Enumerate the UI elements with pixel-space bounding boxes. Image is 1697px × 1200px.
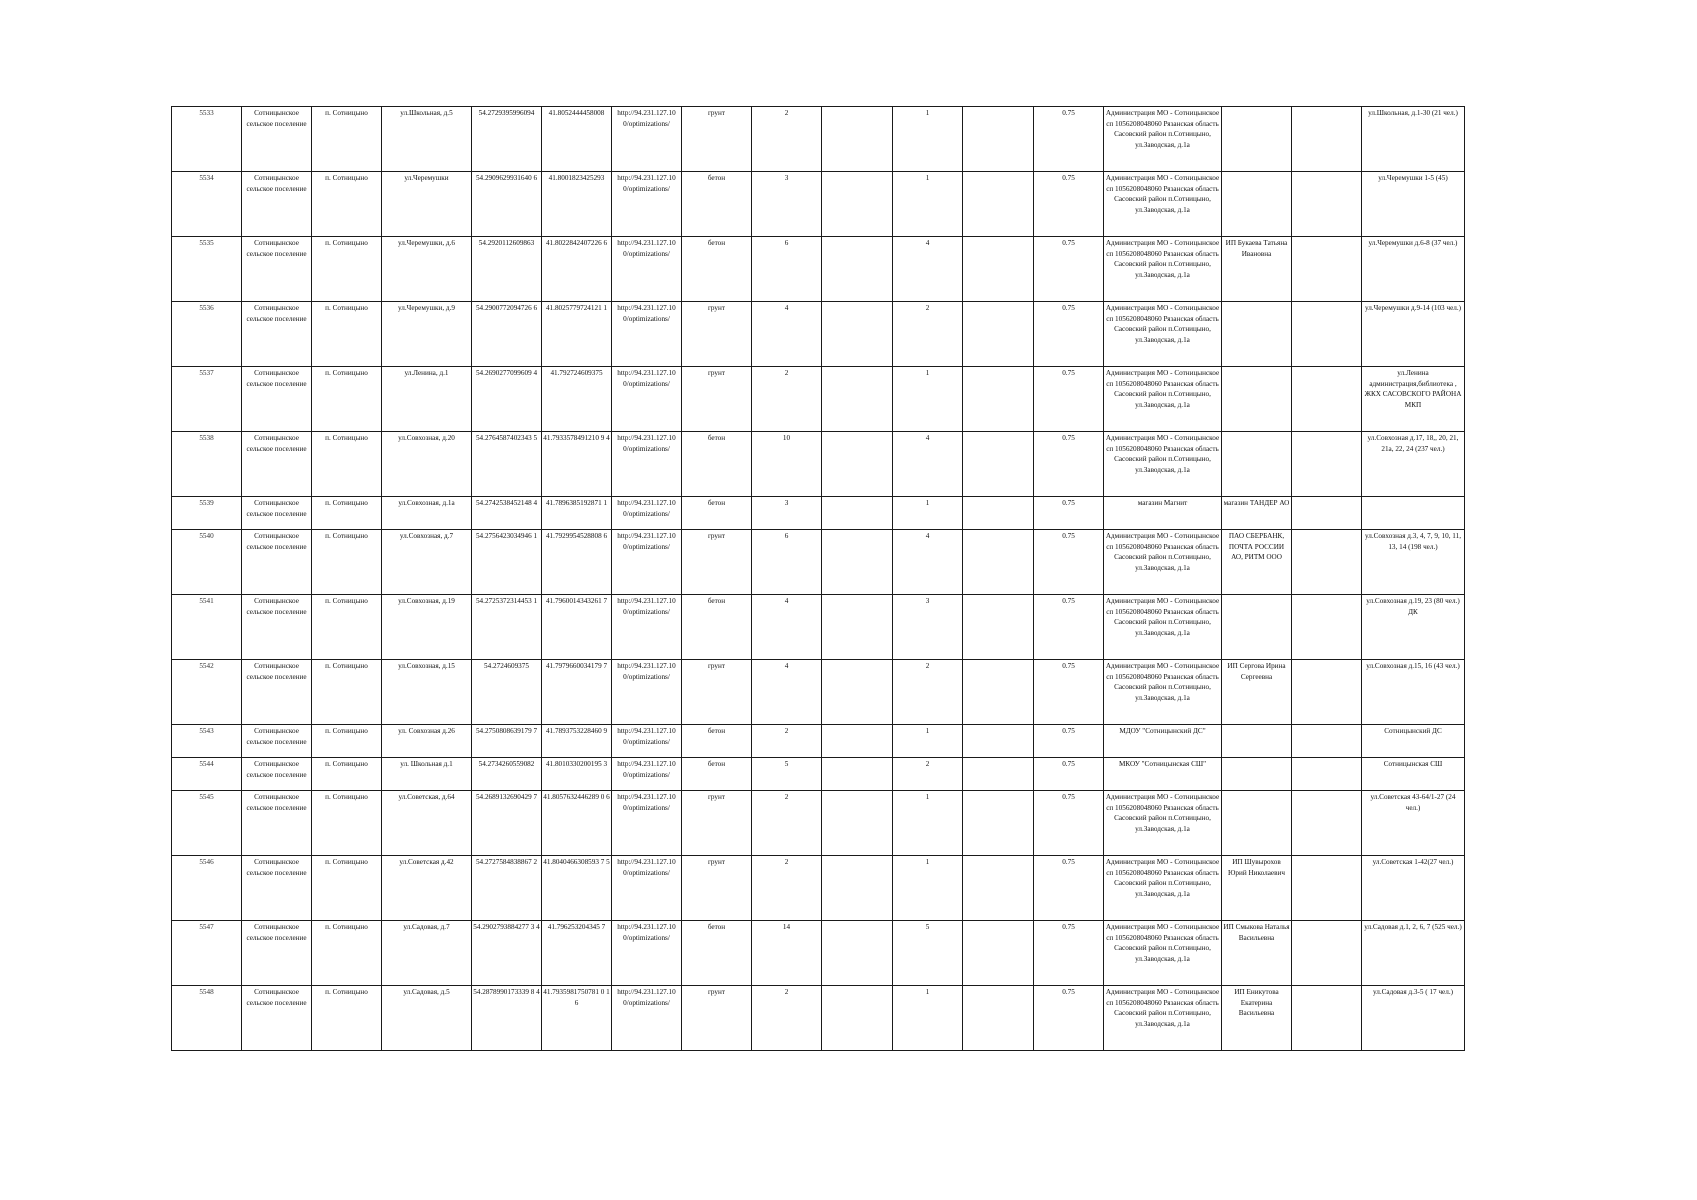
owner-cell: Администрация МО - Сотницынское сп 1056208048060 Рязанская область Сасовский район п.Сотницыно, ул.Заводская, д.1а: [1104, 302, 1222, 367]
table-row: [172, 530, 1465, 595]
empty-cell: [963, 530, 1034, 595]
table-row: [172, 856, 1465, 921]
source-org-cell: [1222, 172, 1292, 237]
longitude-cell: 41.7979660034179 7: [542, 660, 612, 725]
empty-cell: [963, 107, 1034, 172]
latitude-cell: 54.2878990173339 8 4: [472, 986, 542, 1051]
waste-sources-cell: [1362, 497, 1465, 530]
owner-cell: магазин Магнит: [1104, 497, 1222, 530]
source-org-cell: ПАО СБЕРБАНК, ПОЧТА РОССИИ АО, РИТМ ООО: [1222, 530, 1292, 595]
waste-sources-cell: ул.Советская 43-64/1-27 (24 чел.): [1362, 791, 1465, 856]
longitude-cell: 41.796253204345 7: [542, 921, 612, 986]
empty-cell: [822, 791, 893, 856]
empty-cell: [822, 530, 893, 595]
address-cell: ул.Совхозная, д.19: [382, 595, 472, 660]
surface-cell: грунт: [682, 107, 752, 172]
map-link-cell[interactable]: http://94.231.127.10 0/optimizations/: [612, 367, 682, 432]
containers-cell: 4: [893, 432, 963, 497]
waste-sources-cell: ул.Садовая д.3-5 ( 17 чел.): [1362, 986, 1465, 1051]
source-org-cell: [1222, 367, 1292, 432]
address-cell: ул.Советская, д.64: [382, 791, 472, 856]
owner-cell: Администрация МО - Сотницынское сп 1056208048060 Рязанская область Сасовский район п.Сотницыно, ул.Заводская, д.1а: [1104, 432, 1222, 497]
waste-sources-cell: ул.Черемушки д.9-14 (103 чел.): [1362, 302, 1465, 367]
locality-cell: п. Сотницыно: [312, 302, 382, 367]
empty-cell: [1292, 921, 1362, 986]
empty-cell: [822, 432, 893, 497]
longitude-cell: 41.7929954528808 6: [542, 530, 612, 595]
table-row: [172, 107, 1465, 172]
empty-cell: [963, 432, 1034, 497]
longitude-cell: 41.7935981750781 0 1 6: [542, 986, 612, 1051]
owner-cell: Администрация МО - Сотницынское сп 1056208048060 Рязанская область Сасовский район п.Сотницыно, ул.Заводская, д.1а: [1104, 172, 1222, 237]
empty-cell: [822, 986, 893, 1051]
map-link-cell[interactable]: http://94.231.127.10 0/optimizations/: [612, 432, 682, 497]
containers-cell: 1: [893, 856, 963, 921]
surface-cell: бетон: [682, 497, 752, 530]
owner-cell: МКОУ "Сотницынская СШ": [1104, 758, 1222, 791]
area-cell: 6: [752, 237, 822, 302]
empty-cell: [963, 758, 1034, 791]
row-number: 5538: [172, 432, 242, 497]
waste-sources-cell: ул.Садовая д.1, 2, 6, 7 (525 чел.): [1362, 921, 1465, 986]
empty-cell: [822, 725, 893, 758]
surface-cell: бетон: [682, 921, 752, 986]
empty-cell: [963, 791, 1034, 856]
surface-cell: грунт: [682, 791, 752, 856]
row-number: 5548: [172, 986, 242, 1051]
area-cell: 2: [752, 986, 822, 1051]
empty-cell: [963, 302, 1034, 367]
empty-cell: [822, 497, 893, 530]
owner-cell: Администрация МО - Сотницынское сп 1056208048060 Рязанская область Сасовский район п.Сотницыно, ул.Заводская, д.1а: [1104, 367, 1222, 432]
surface-cell: бетон: [682, 172, 752, 237]
settlement-cell: Сотницынское сельское поселение: [242, 660, 312, 725]
waste-sources-cell: ул.Ленина администрация,библиотека , ЖКХ САСОВСКОГО РАЙОНА МКП: [1362, 367, 1465, 432]
empty-cell: [963, 856, 1034, 921]
locality-cell: п. Сотницыно: [312, 986, 382, 1051]
volume-cell: 0.75: [1034, 725, 1104, 758]
longitude-cell: 41.8040466308593 7 5: [542, 856, 612, 921]
address-cell: ул.Ленина, д.1: [382, 367, 472, 432]
locality-cell: п. Сотницыно: [312, 660, 382, 725]
containers-cell: 2: [893, 302, 963, 367]
address-cell: ул.Совхозная, д.7: [382, 530, 472, 595]
area-cell: 14: [752, 921, 822, 986]
containers-cell: 1: [893, 725, 963, 758]
containers-cell: 1: [893, 107, 963, 172]
empty-cell: [822, 107, 893, 172]
empty-cell: [822, 758, 893, 791]
latitude-cell: 54.2734260559082: [472, 758, 542, 791]
waste-sources-cell: ул.Черемушки д.6-8 (37 чел.): [1362, 237, 1465, 302]
latitude-cell: 54.2900772094726 6: [472, 302, 542, 367]
settlement-cell: Сотницынское сельское поселение: [242, 986, 312, 1051]
row-number: 5547: [172, 921, 242, 986]
latitude-cell: 54.2690277099609 4: [472, 367, 542, 432]
map-link-cell[interactable]: http://94.231.127.10 0/optimizations/: [612, 107, 682, 172]
containers-cell: 1: [893, 172, 963, 237]
source-org-cell: [1222, 791, 1292, 856]
containers-cell: 2: [893, 660, 963, 725]
volume-cell: 0.75: [1034, 986, 1104, 1051]
latitude-cell: 54.2750808639179 7: [472, 725, 542, 758]
map-link-cell[interactable]: http://94.231.127.10 0/optimizations/: [612, 791, 682, 856]
owner-cell: МДОУ "Сотницынский ДС": [1104, 725, 1222, 758]
empty-cell: [1292, 791, 1362, 856]
empty-cell: [963, 367, 1034, 432]
surface-cell: бетон: [682, 432, 752, 497]
address-cell: ул.Черемушки, д.6: [382, 237, 472, 302]
table-row: [172, 367, 1465, 432]
surface-cell: грунт: [682, 367, 752, 432]
waste-sources-cell: ул.Советская 1-42(27 чел.): [1362, 856, 1465, 921]
address-cell: ул.Садовая, д.5: [382, 986, 472, 1051]
containers-cell: 1: [893, 791, 963, 856]
area-cell: 2: [752, 856, 822, 921]
locality-cell: п. Сотницыно: [312, 595, 382, 660]
owner-cell: Администрация МО - Сотницынское сп 1056208048060 Рязанская область Сасовский район п.Сотницыно, ул.Заводская, д.1а: [1104, 921, 1222, 986]
map-link-cell[interactable]: http://94.231.127.10 0/optimizations/: [612, 497, 682, 530]
longitude-cell: 41.7896385192871 1: [542, 497, 612, 530]
surface-cell: грунт: [682, 660, 752, 725]
source-org-cell: ИП Сергова Ирина Сергеевна: [1222, 660, 1292, 725]
owner-cell: Администрация МО - Сотницынское сп 1056208048060 Рязанская область Сасовский район п.Сотницыно, ул.Заводская, д.1а: [1104, 237, 1222, 302]
longitude-cell: 41.8022842407226 6: [542, 237, 612, 302]
area-cell: 10: [752, 432, 822, 497]
map-link-cell[interactable]: http://94.231.127.10 0/optimizations/: [612, 758, 682, 791]
waste-sources-cell: ул.Совхозная д.19, 23 (80 чел.) ДК: [1362, 595, 1465, 660]
surface-cell: бетон: [682, 237, 752, 302]
empty-cell: [963, 660, 1034, 725]
area-cell: 3: [752, 497, 822, 530]
longitude-cell: 41.7960014343261 7: [542, 595, 612, 660]
latitude-cell: 54.2764587402343 5: [472, 432, 542, 497]
registry-table: [171, 106, 1465, 1051]
settlement-cell: Сотницынское сельское поселение: [242, 497, 312, 530]
longitude-cell: 41.8001823425293: [542, 172, 612, 237]
table-row: [172, 172, 1465, 237]
volume-cell: 0.75: [1034, 530, 1104, 595]
longitude-cell: 41.8010330200195 3: [542, 758, 612, 791]
empty-cell: [1292, 237, 1362, 302]
map-link-cell[interactable]: http://94.231.127.10 0/optimizations/: [612, 172, 682, 237]
surface-cell: бетон: [682, 758, 752, 791]
area-cell: 4: [752, 595, 822, 660]
locality-cell: п. Сотницыно: [312, 530, 382, 595]
empty-cell: [822, 367, 893, 432]
row-number: 5535: [172, 237, 242, 302]
volume-cell: 0.75: [1034, 660, 1104, 725]
empty-cell: [1292, 725, 1362, 758]
containers-cell: 1: [893, 367, 963, 432]
locality-cell: п. Сотницыно: [312, 237, 382, 302]
row-number: 5544: [172, 758, 242, 791]
latitude-cell: 54.2742538452148 4: [472, 497, 542, 530]
waste-sources-cell: ул.Школьная, д.1-30 (21 чел.): [1362, 107, 1465, 172]
empty-cell: [1292, 107, 1362, 172]
map-link-cell[interactable]: http://94.231.127.10 0/optimizations/: [612, 530, 682, 595]
volume-cell: 0.75: [1034, 107, 1104, 172]
empty-cell: [822, 660, 893, 725]
table-row: [172, 791, 1465, 856]
volume-cell: 0.75: [1034, 856, 1104, 921]
volume-cell: 0.75: [1034, 302, 1104, 367]
settlement-cell: Сотницынское сельское поселение: [242, 921, 312, 986]
empty-cell: [822, 595, 893, 660]
address-cell: ул.Совхозная, д.1а: [382, 497, 472, 530]
surface-cell: грунт: [682, 530, 752, 595]
area-cell: 3: [752, 172, 822, 237]
row-number: 5540: [172, 530, 242, 595]
address-cell: ул.Черемушки: [382, 172, 472, 237]
owner-cell: Администрация МО - Сотницынское сп 1056208048060 Рязанская область Сасовский район п.Сотницыно, ул.Заводская, д.1а: [1104, 986, 1222, 1051]
area-cell: 2: [752, 791, 822, 856]
locality-cell: п. Сотницыно: [312, 856, 382, 921]
settlement-cell: Сотницынское сельское поселение: [242, 302, 312, 367]
locality-cell: п. Сотницыно: [312, 921, 382, 986]
row-number: 5541: [172, 595, 242, 660]
waste-sources-cell: Сотницынская СШ: [1362, 758, 1465, 791]
empty-cell: [963, 595, 1034, 660]
owner-cell: Администрация МО - Сотницынское сп 1056208048060 Рязанская область Сасовский район п.Сотницыно, ул.Заводская, д.1а: [1104, 660, 1222, 725]
area-cell: 6: [752, 530, 822, 595]
map-link-cell[interactable]: http://94.231.127.10 0/optimizations/: [612, 986, 682, 1051]
owner-cell: Администрация МО - Сотницынское сп 1056208048060 Рязанская область Сасовский район п.Сотницыно, ул.Заводская, д.1а: [1104, 856, 1222, 921]
volume-cell: 0.75: [1034, 921, 1104, 986]
area-cell: 2: [752, 725, 822, 758]
waste-sources-cell: ул.Совхозная д.3, 4, 7, 9, 10, 11, 13, 14 (198 чел.): [1362, 530, 1465, 595]
locality-cell: п. Сотницыно: [312, 107, 382, 172]
volume-cell: 0.75: [1034, 432, 1104, 497]
empty-cell: [963, 237, 1034, 302]
empty-cell: [1292, 660, 1362, 725]
source-org-cell: [1222, 595, 1292, 660]
waste-sources-cell: ул.Совхозная д.15, 16 (43 чел.): [1362, 660, 1465, 725]
row-number: 5536: [172, 302, 242, 367]
table-row: [172, 237, 1465, 302]
longitude-cell: 41.7893753228460 9: [542, 725, 612, 758]
latitude-cell: 54.2724609375: [472, 660, 542, 725]
surface-cell: грунт: [682, 302, 752, 367]
longitude-cell: 41.792724609375: [542, 367, 612, 432]
empty-cell: [1292, 497, 1362, 530]
source-org-cell: ИП Еникутова Екатерина Васильевна: [1222, 986, 1292, 1051]
empty-cell: [1292, 432, 1362, 497]
empty-cell: [963, 172, 1034, 237]
source-org-cell: ИП Букаева Татьяна Ивановна: [1222, 237, 1292, 302]
address-cell: ул.Совхозная, д.20: [382, 432, 472, 497]
source-org-cell: магазин ТАНДЕР АО: [1222, 497, 1292, 530]
settlement-cell: Сотницынское сельское поселение: [242, 725, 312, 758]
owner-cell: Администрация МО - Сотницынское сп 1056208048060 Рязанская область Сасовский район п.Сотницыно, ул.Заводская, д.1а: [1104, 791, 1222, 856]
table-row: [172, 660, 1465, 725]
surface-cell: грунт: [682, 986, 752, 1051]
empty-cell: [1292, 302, 1362, 367]
empty-cell: [963, 986, 1034, 1051]
empty-cell: [1292, 172, 1362, 237]
empty-cell: [822, 172, 893, 237]
table-row: [172, 921, 1465, 986]
area-cell: 2: [752, 107, 822, 172]
empty-cell: [1292, 530, 1362, 595]
address-cell: ул.Школьная, д.5: [382, 107, 472, 172]
waste-sources-cell: Сотницынский ДС: [1362, 725, 1465, 758]
address-cell: ул.Советская д.42: [382, 856, 472, 921]
owner-cell: Администрация МО - Сотницынское сп 1056208048060 Рязанская область Сасовский район п.Сотницыно, ул.Заводская, д.1а: [1104, 595, 1222, 660]
latitude-cell: 54.2756423034946 1: [472, 530, 542, 595]
containers-cell: 4: [893, 530, 963, 595]
empty-cell: [963, 725, 1034, 758]
source-org-cell: [1222, 302, 1292, 367]
latitude-cell: 54.2902793884277 3 4: [472, 921, 542, 986]
empty-cell: [1292, 856, 1362, 921]
volume-cell: 0.75: [1034, 237, 1104, 302]
waste-sources-cell: ул.Черемушки 1-5 (45): [1362, 172, 1465, 237]
row-number: 5545: [172, 791, 242, 856]
longitude-cell: 41.8052444458008: [542, 107, 612, 172]
locality-cell: п. Сотницыно: [312, 725, 382, 758]
longitude-cell: 41.7933578491210 9 4: [542, 432, 612, 497]
table-row: [172, 302, 1465, 367]
containers-cell: 4: [893, 237, 963, 302]
volume-cell: 0.75: [1034, 758, 1104, 791]
row-number: 5546: [172, 856, 242, 921]
empty-cell: [1292, 986, 1362, 1051]
map-link-cell[interactable]: http://94.231.127.10 0/optimizations/: [612, 302, 682, 367]
latitude-cell: 54.2729395996094: [472, 107, 542, 172]
settlement-cell: Сотницынское сельское поселение: [242, 595, 312, 660]
containers-cell: 1: [893, 986, 963, 1051]
address-cell: ул.Совхозная, д.15: [382, 660, 472, 725]
table-row: [172, 432, 1465, 497]
row-number: 5542: [172, 660, 242, 725]
surface-cell: бетон: [682, 595, 752, 660]
area-cell: 4: [752, 302, 822, 367]
settlement-cell: Сотницынское сельское поселение: [242, 758, 312, 791]
volume-cell: 0.75: [1034, 172, 1104, 237]
volume-cell: 0.75: [1034, 791, 1104, 856]
table-row: [172, 497, 1465, 530]
containers-cell: 1: [893, 497, 963, 530]
latitude-cell: 54.2920112609863: [472, 237, 542, 302]
owner-cell: Администрация МО - Сотницынское сп 1056208048060 Рязанская область Сасовский район п.Сотницыно, ул.Заводская, д.1а: [1104, 107, 1222, 172]
address-cell: ул. Школьная д.1: [382, 758, 472, 791]
area-cell: 2: [752, 367, 822, 432]
volume-cell: 0.75: [1034, 497, 1104, 530]
source-org-cell: [1222, 758, 1292, 791]
source-org-cell: [1222, 725, 1292, 758]
settlement-cell: Сотницынское сельское поселение: [242, 172, 312, 237]
row-number: 5533: [172, 107, 242, 172]
empty-cell: [822, 921, 893, 986]
map-link-cell[interactable]: http://94.231.127.10 0/optimizations/: [612, 725, 682, 758]
settlement-cell: Сотницынское сельское поселение: [242, 367, 312, 432]
surface-cell: бетон: [682, 725, 752, 758]
address-cell: ул.Садовая, д.7: [382, 921, 472, 986]
empty-cell: [963, 921, 1034, 986]
source-org-cell: [1222, 432, 1292, 497]
surface-cell: грунт: [682, 856, 752, 921]
area-cell: 5: [752, 758, 822, 791]
empty-cell: [1292, 367, 1362, 432]
containers-cell: 3: [893, 595, 963, 660]
table-row: [172, 595, 1465, 660]
volume-cell: 0.75: [1034, 595, 1104, 660]
latitude-cell: 54.2909629931640 6: [472, 172, 542, 237]
empty-cell: [822, 856, 893, 921]
address-cell: ул. Совхозная д.26: [382, 725, 472, 758]
latitude-cell: 54.2725372314453 1: [472, 595, 542, 660]
containers-cell: 2: [893, 758, 963, 791]
containers-cell: 5: [893, 921, 963, 986]
locality-cell: п. Сотницыно: [312, 791, 382, 856]
locality-cell: п. Сотницыно: [312, 172, 382, 237]
waste-sources-cell: ул.Совхозная д.17, 18,, 20, 21, 21а, 22, 24 (237 чел.): [1362, 432, 1465, 497]
settlement-cell: Сотницынское сельское поселение: [242, 791, 312, 856]
map-link-cell[interactable]: http://94.231.127.10 0/optimizations/: [612, 595, 682, 660]
row-number: 5543: [172, 725, 242, 758]
empty-cell: [1292, 758, 1362, 791]
empty-cell: [963, 497, 1034, 530]
source-org-cell: ИП Шувырохов Юрий Николаевич: [1222, 856, 1292, 921]
table-row: [172, 725, 1465, 758]
row-number: 5539: [172, 497, 242, 530]
map-link-cell[interactable]: http://94.231.127.10 0/optimizations/: [612, 237, 682, 302]
locality-cell: п. Сотницыно: [312, 497, 382, 530]
table-row: [172, 758, 1465, 791]
empty-cell: [822, 302, 893, 367]
settlement-cell: Сотницынское сельское поселение: [242, 856, 312, 921]
locality-cell: п. Сотницыно: [312, 758, 382, 791]
latitude-cell: 54.2727584838867 2: [472, 856, 542, 921]
address-cell: ул.Черемушки, д.9: [382, 302, 472, 367]
source-org-cell: [1222, 107, 1292, 172]
row-number: 5537: [172, 367, 242, 432]
volume-cell: 0.75: [1034, 367, 1104, 432]
map-link-cell[interactable]: http://94.231.127.10 0/optimizations/: [612, 856, 682, 921]
row-number: 5534: [172, 172, 242, 237]
locality-cell: п. Сотницыно: [312, 432, 382, 497]
owner-cell: Администрация МО - Сотницынское сп 1056208048060 Рязанская область Сасовский район п.Сотницыно, ул.Заводская, д.1а: [1104, 530, 1222, 595]
longitude-cell: 41.8025779724121 1: [542, 302, 612, 367]
settlement-cell: Сотницынское сельское поселение: [242, 237, 312, 302]
settlement-cell: Сотницынское сельское поселение: [242, 107, 312, 172]
table-row: [172, 986, 1465, 1051]
empty-cell: [1292, 595, 1362, 660]
area-cell: 4: [752, 660, 822, 725]
latitude-cell: 54.2689132690429 7: [472, 791, 542, 856]
locality-cell: п. Сотницыно: [312, 367, 382, 432]
longitude-cell: 41.8057632446289 0 6: [542, 791, 612, 856]
map-link-cell[interactable]: http://94.231.127.10 0/optimizations/: [612, 660, 682, 725]
map-link-cell[interactable]: http://94.231.127.10 0/optimizations/: [612, 921, 682, 986]
settlement-cell: Сотницынское сельское поселение: [242, 432, 312, 497]
settlement-cell: Сотницынское сельское поселение: [242, 530, 312, 595]
empty-cell: [822, 237, 893, 302]
source-org-cell: ИП Смыкова Наталья Васильевна: [1222, 921, 1292, 986]
